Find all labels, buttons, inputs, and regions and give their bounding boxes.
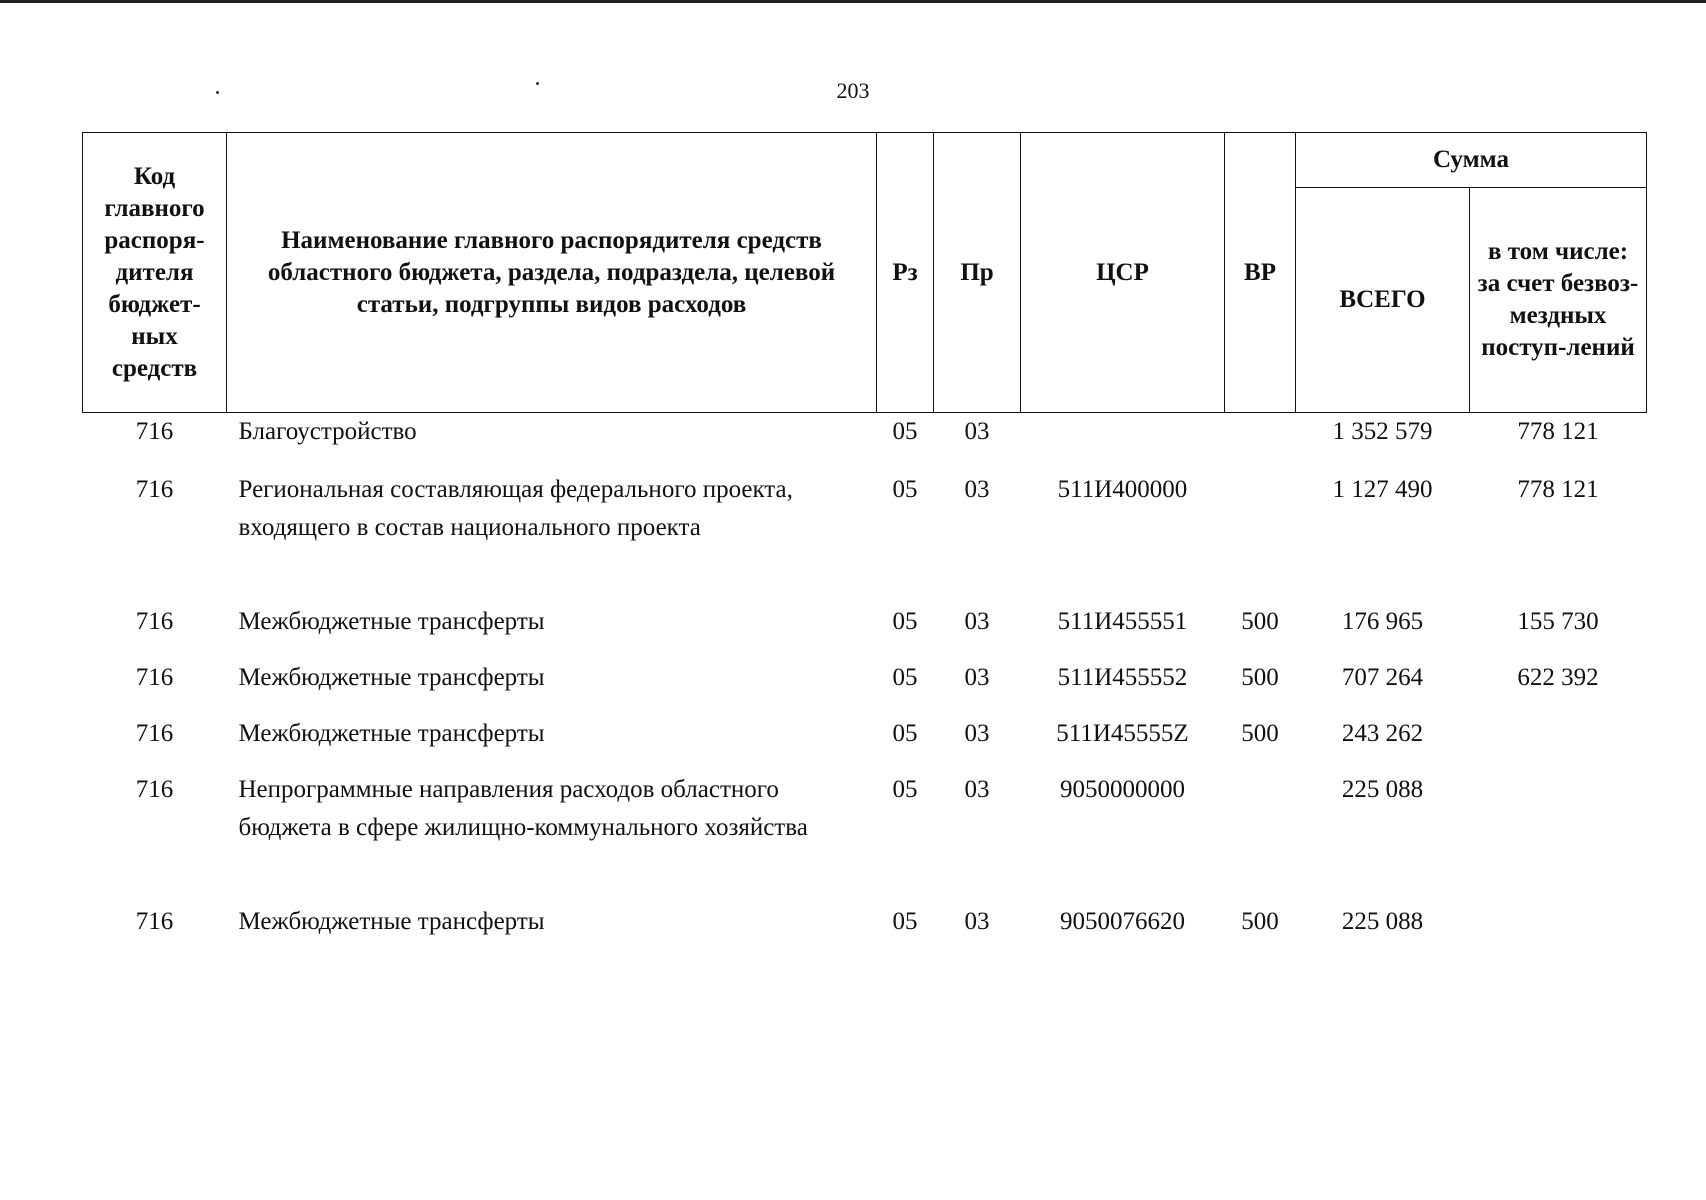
cell-rz: 05 [892, 418, 918, 445]
cell-rz: 05 [892, 776, 918, 803]
cell-name: Межбюджетные трансферты [238, 664, 545, 691]
cell-code: 716 [135, 608, 174, 635]
cell-csr: 511И455551 [1057, 608, 1188, 635]
cell-csr: 511И455552 [1057, 664, 1188, 691]
cell-vr: 500 [1241, 720, 1279, 747]
cell-csr: 9050076620 [1060, 908, 1185, 935]
cell-vr: 500 [1241, 664, 1279, 691]
cell-vr: 500 [1241, 908, 1279, 935]
cell-total: 225 088 [1341, 776, 1424, 803]
header-vr: ВР [1225, 133, 1296, 413]
cell-code: 716 [135, 908, 174, 935]
cell-name: Региональная составляющая федерального проекта, входящего в состав национального проекта [238, 476, 793, 541]
header-rz: Рз [877, 133, 934, 413]
cell-name: Непрограммные направления расходов областного бюджета в сфере жилищно-коммунального хозяйства [238, 776, 808, 841]
cell-vr [1225, 413, 1296, 472]
cell-rz: 05 [892, 720, 918, 747]
cell-grant: 778 121 [1517, 476, 1599, 503]
header-code: Код главного распоря-дителя бюджет-ных средств [83, 133, 227, 413]
table-row [83, 903, 1647, 959]
cell-total: 1 127 490 [1332, 476, 1433, 503]
page-number: 203 [836, 78, 870, 103]
cell-total: 1 352 579 [1332, 418, 1433, 445]
cell-rz: 05 [892, 608, 918, 635]
cell-grant [1470, 903, 1647, 959]
cell-grant: 778 121 [1517, 418, 1599, 445]
cell-name: Межбюджетные трансферты [238, 720, 545, 747]
cell-pr: 03 [964, 776, 990, 803]
cell-code: 716 [135, 476, 174, 503]
cell-grant: 622 392 [1517, 664, 1599, 691]
header-grant: в том числе: за счет безвоз-мездных поступ-лений [1470, 188, 1647, 413]
cell-code: 716 [135, 720, 174, 747]
cell-name: Межбюджетные трансферты [238, 908, 545, 935]
cell-vr [1225, 471, 1296, 603]
cell-pr: 03 [964, 908, 990, 935]
cell-vr: 500 [1241, 608, 1279, 635]
cell-rz: 05 [892, 476, 918, 503]
cell-pr: 03 [964, 720, 990, 747]
cell-csr: 9050000000 [1060, 776, 1185, 803]
cell-grant [1470, 715, 1647, 771]
cell-pr: 03 [964, 418, 990, 445]
header-csr: ЦСР [1021, 133, 1225, 413]
table-row [83, 771, 1647, 903]
cell-csr [1021, 413, 1225, 472]
cell-pr: 03 [964, 608, 990, 635]
cell-pr: 03 [964, 664, 990, 691]
table-row [83, 715, 1647, 771]
cell-csr: 511И400000 [1057, 476, 1188, 503]
table-row [83, 659, 1647, 715]
page-top-border [0, 0, 1706, 3]
budget-table [82, 132, 1647, 959]
cell-total: 707 264 [1341, 664, 1424, 691]
table-row [83, 413, 1647, 472]
header-sum: Сумма [1296, 133, 1647, 188]
cell-pr: 03 [964, 476, 990, 503]
cell-name: Межбюджетные трансферты [238, 608, 545, 635]
cell-vr [1225, 771, 1296, 903]
cell-code: 716 [135, 418, 174, 445]
cell-code: 716 [135, 776, 174, 803]
table-header [83, 133, 1647, 413]
cell-rz: 05 [892, 664, 918, 691]
header-name: Наименование главного распорядителя средств областного бюджета, раздела, подраздела, целевой статьи, подгруппы видов расходов [227, 133, 877, 413]
cell-code: 716 [135, 664, 174, 691]
cell-total: 243 262 [1341, 720, 1424, 747]
cell-grant [1470, 771, 1647, 903]
table-row [83, 603, 1647, 659]
table-body [83, 413, 1647, 960]
header-total: ВСЕГО [1296, 188, 1470, 413]
cell-total: 225 088 [1341, 908, 1424, 935]
cell-name: Благоустройство [238, 418, 417, 445]
cell-rz: 05 [892, 908, 918, 935]
table-row [83, 471, 1647, 603]
cell-grant: 155 730 [1517, 608, 1599, 635]
cell-csr: 511И45555Z [1056, 720, 1189, 747]
cell-total: 176 965 [1341, 608, 1424, 635]
header-pr: Пр [934, 133, 1021, 413]
